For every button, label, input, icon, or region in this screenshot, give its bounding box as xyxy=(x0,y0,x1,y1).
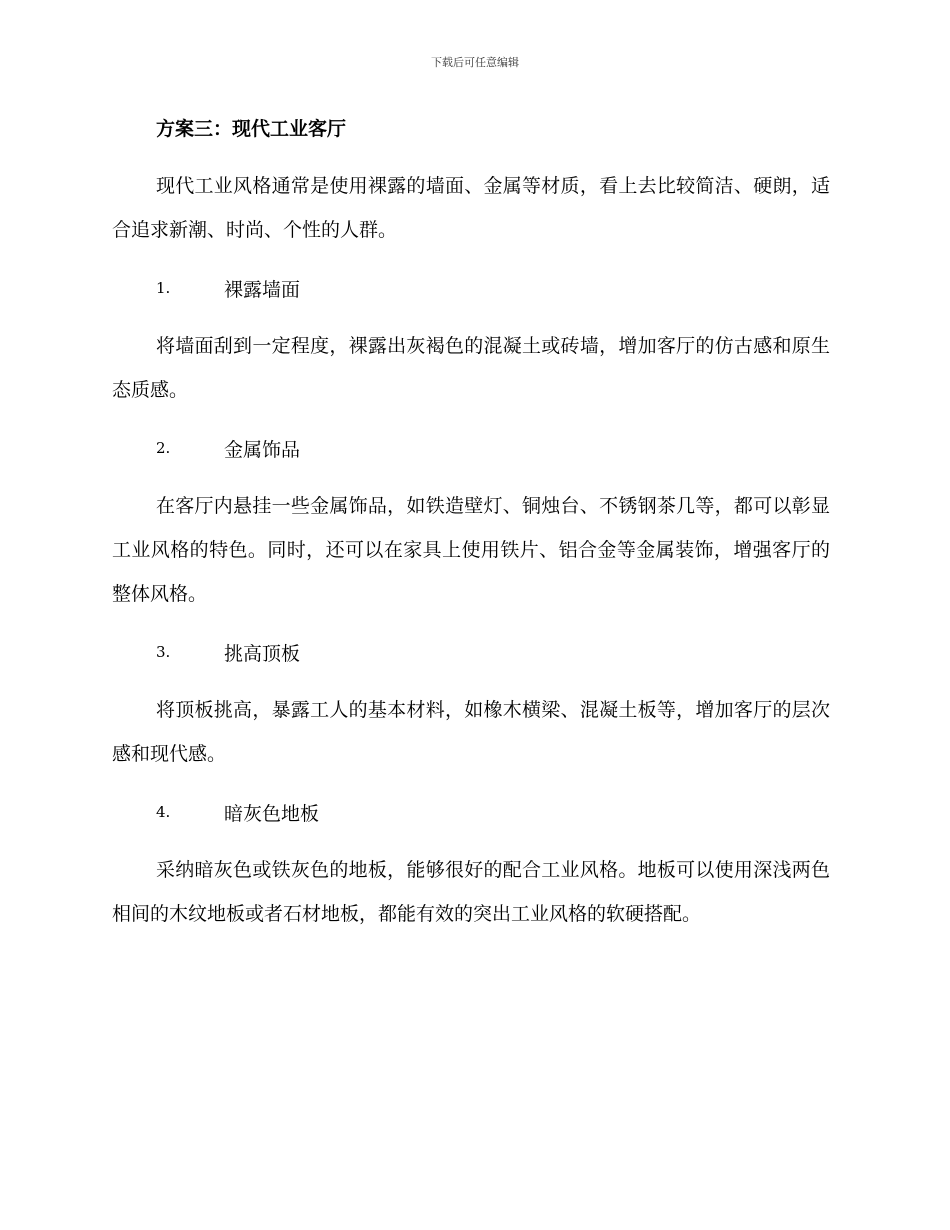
list-item-label: 金属饰品 xyxy=(224,438,301,461)
section-title: 方案三：现代工业客厅 xyxy=(156,118,347,140)
list-item-paragraph: 将墙面刮到一定程度，裸露出灰褐色的混凝土或砖墙，增加客厅的仿古感和原生态质感。 xyxy=(112,335,830,401)
list-item-label: 裸露墙面 xyxy=(224,278,301,301)
list-item-paragraph: 在客厅内悬挂一些金属饰品，如铁造壁灯、铜烛台、不锈钢茶几等，都可以彰显工业风格的特色。同时，还可以在家具上使用铁片、铝合金等金属装饰，增强客厅的整体风格。 xyxy=(112,495,830,605)
intro-paragraph: 现代工业风格通常是使用裸露的墙面、金属等材质，看上去比较简洁、硬朗，适合追求新潮、时尚、个性的人群。 xyxy=(112,175,830,241)
list-item-paragraph: 采纳暗灰色或铁灰色的地板，能够很好的配合工业风格。地板可以使用深浅两色相间的木纹地板或者石材地板，都能有效的突出工业风格的软硬搭配。 xyxy=(112,859,830,925)
document-body xyxy=(112,112,830,936)
list-item-number: 2. xyxy=(156,439,171,457)
list-item-heading xyxy=(112,266,830,310)
list-item-label: 挑高顶板 xyxy=(224,642,301,665)
list-item-number: 3. xyxy=(156,643,171,661)
header-note: 下载后可任意编辑 xyxy=(431,56,519,69)
list-item-number: 1. xyxy=(156,279,171,297)
list-item-label: 暗灰色地板 xyxy=(224,802,320,825)
list-item-heading xyxy=(112,790,830,834)
list-item-heading xyxy=(112,426,830,470)
list-item-number: 4. xyxy=(156,803,171,821)
list-item-heading xyxy=(112,630,830,674)
list-item-paragraph: 将顶板挑高，暴露工人的基本材料，如橡木横梁、混凝土板等，增加客厅的层次感和现代感。 xyxy=(112,699,830,765)
